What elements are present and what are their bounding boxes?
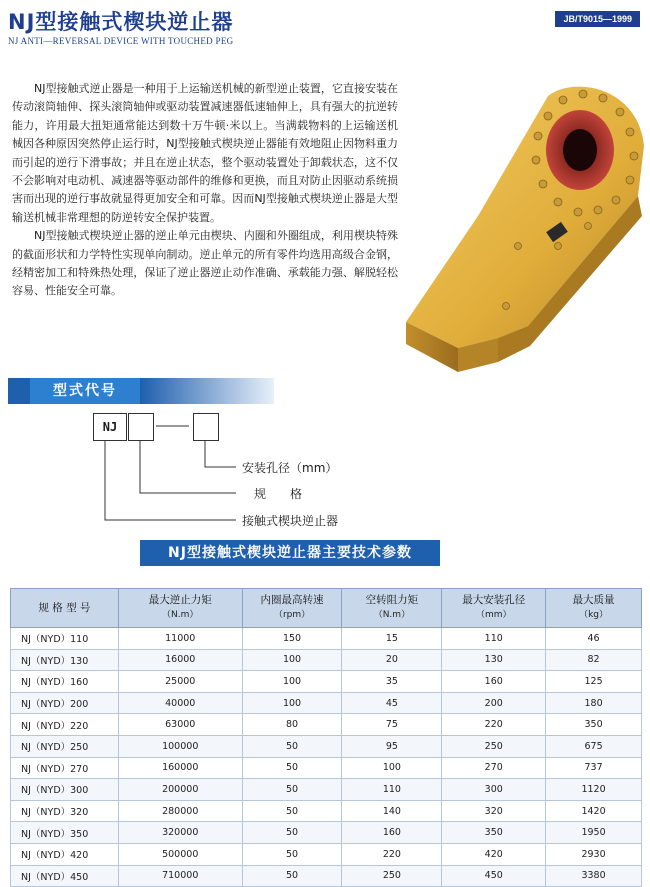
header-cell-max-speed: 内圈最高转速 （rpm） bbox=[242, 589, 342, 628]
cell-max-speed: 50 bbox=[242, 779, 342, 801]
code-prefix-box: NJ bbox=[93, 413, 127, 441]
intro-paragraph-1: NJ型接触式逆止器是一种用于上运输送机械的新型逆止装置，它直接安装在传动滚筒轴伸、探头滚筒轴伸或驱动装置减速器低速轴伸上，具有强大的抗逆转能力，许用最大扭矩通常能达到数十万牛顿·米以上。当满载物料的上运输送机械因各种原因突然停止运行时，NJ型接触式楔块逆止器能有效地阻止因物料重力而引起的逆行下滑事故；并且在逆止状态，整个驱动装置处于卸载状态，这不仅不会影响对电动机、减速器等驱动部件的维修和更换，而且对防止因驱动系统损害而出现的逆行事故就显得更加安全和可靠。因而NJ型接触式楔块逆止器是大型输送机械非常理想的防逆转安全保护装置。 bbox=[12, 82, 398, 224]
cell-max-torque: 16000 bbox=[118, 649, 242, 671]
cell-idle-torque: 140 bbox=[342, 800, 442, 822]
cell-max-mass: 180 bbox=[546, 692, 642, 714]
cell-idle-torque: 110 bbox=[342, 779, 442, 801]
spec-table-header-row bbox=[11, 589, 642, 628]
cell-max-torque: 25000 bbox=[118, 671, 242, 693]
cell-model: NJ（NYD）450 bbox=[11, 865, 119, 887]
cell-idle-torque: 100 bbox=[342, 757, 442, 779]
cell-model: NJ（NYD）200 bbox=[11, 692, 119, 714]
table-row bbox=[11, 865, 642, 887]
cell-max-bore: 270 bbox=[442, 757, 546, 779]
code-size-box bbox=[128, 413, 154, 441]
code-label-size: 规 格 bbox=[254, 487, 303, 501]
table-row bbox=[11, 735, 642, 757]
cell-max-bore: 110 bbox=[442, 628, 546, 650]
cell-max-torque: 160000 bbox=[118, 757, 242, 779]
code-label-type: 接触式楔块逆止器 bbox=[242, 514, 339, 528]
cell-model: NJ（NYD）420 bbox=[11, 843, 119, 865]
header-cell-idle-torque: 空转阻力矩 （N.m） bbox=[342, 589, 442, 628]
table-row bbox=[11, 757, 642, 779]
cell-max-mass: 82 bbox=[546, 649, 642, 671]
cell-model: NJ（NYD）270 bbox=[11, 757, 119, 779]
cell-idle-torque: 220 bbox=[342, 843, 442, 865]
cell-max-bore: 420 bbox=[442, 843, 546, 865]
cell-max-mass: 3380 bbox=[546, 865, 642, 887]
intro-paragraph-2: NJ型接触式楔块逆止器的逆止单元由楔块、内圈和外圈组成，利用楔块特殊的截面形状和力学特性实现单向制动。逆止单元的所有零件均选用高级合金钢，经精密加工和特殊热处理，保证了逆止器逆止动作准确、承载能力强、解脱轻松容易、性能安全可靠。 bbox=[12, 229, 398, 298]
cell-max-mass: 1120 bbox=[546, 779, 642, 801]
cell-max-torque: 200000 bbox=[118, 779, 242, 801]
cell-max-mass: 46 bbox=[546, 628, 642, 650]
cell-max-mass: 2930 bbox=[546, 843, 642, 865]
cell-max-torque: 63000 bbox=[118, 714, 242, 736]
cell-idle-torque: 20 bbox=[342, 649, 442, 671]
cell-max-speed: 100 bbox=[242, 671, 342, 693]
cell-idle-torque: 75 bbox=[342, 714, 442, 736]
cell-model: NJ（NYD）110 bbox=[11, 628, 119, 650]
cell-model: NJ（NYD）130 bbox=[11, 649, 119, 671]
cell-model: NJ（NYD）320 bbox=[11, 800, 119, 822]
table-row bbox=[11, 714, 642, 736]
cell-max-bore: 160 bbox=[442, 671, 546, 693]
intro-text bbox=[12, 80, 398, 301]
spec-table-title: NJ型接触式楔块逆止器主要技术参数 bbox=[140, 540, 440, 566]
table-row bbox=[11, 692, 642, 714]
cell-max-torque: 320000 bbox=[118, 822, 242, 844]
cell-idle-torque: 45 bbox=[342, 692, 442, 714]
code-label-bore: 安装孔径（mm） bbox=[242, 461, 338, 475]
cell-idle-torque: 95 bbox=[342, 735, 442, 757]
model-code-section-bar bbox=[8, 378, 274, 404]
cell-max-speed: 150 bbox=[242, 628, 342, 650]
table-row bbox=[11, 843, 642, 865]
cell-model: NJ（NYD）220 bbox=[11, 714, 119, 736]
cell-max-speed: 80 bbox=[242, 714, 342, 736]
cell-max-mass: 125 bbox=[546, 671, 642, 693]
cell-max-speed: 50 bbox=[242, 865, 342, 887]
header-cell-max-torque: 最大逆止力矩 （N.m） bbox=[118, 589, 242, 628]
cell-max-torque: 710000 bbox=[118, 865, 242, 887]
product-image bbox=[398, 76, 648, 376]
cell-model: NJ（NYD）350 bbox=[11, 822, 119, 844]
cell-max-torque: 500000 bbox=[118, 843, 242, 865]
cell-model: NJ（NYD）300 bbox=[11, 779, 119, 801]
cell-max-speed: 50 bbox=[242, 757, 342, 779]
cell-model: NJ（NYD）160 bbox=[11, 671, 119, 693]
cell-max-speed: 50 bbox=[242, 800, 342, 822]
cell-idle-torque: 250 bbox=[342, 865, 442, 887]
cell-max-bore: 300 bbox=[442, 779, 546, 801]
cell-max-bore: 450 bbox=[442, 865, 546, 887]
cell-max-bore: 350 bbox=[442, 822, 546, 844]
cell-max-mass: 675 bbox=[546, 735, 642, 757]
model-code-section-title: 型式代号 bbox=[30, 378, 140, 404]
cell-max-mass: 737 bbox=[546, 757, 642, 779]
cell-idle-torque: 35 bbox=[342, 671, 442, 693]
cell-max-speed: 50 bbox=[242, 822, 342, 844]
cell-max-mass: 1950 bbox=[546, 822, 642, 844]
cell-max-mass: 350 bbox=[546, 714, 642, 736]
cell-max-torque: 280000 bbox=[118, 800, 242, 822]
page-title: NJ型接触式楔块逆止器 bbox=[8, 10, 234, 34]
cell-max-torque: 40000 bbox=[118, 692, 242, 714]
header-cell-max-bore: 最大安装孔径 （mm） bbox=[442, 589, 546, 628]
code-bore-box bbox=[193, 413, 219, 441]
page-subtitle: NJ ANTI—REVERSAL DEVICE WITH TOUCHED PEG bbox=[8, 36, 234, 46]
table-row bbox=[11, 649, 642, 671]
cell-max-torque: 100000 bbox=[118, 735, 242, 757]
table-row bbox=[11, 800, 642, 822]
cell-max-bore: 200 bbox=[442, 692, 546, 714]
header-cell-model: 规 格 型 号 bbox=[11, 589, 119, 628]
spec-table bbox=[10, 588, 642, 887]
section-bar-fade bbox=[140, 378, 274, 404]
table-row bbox=[11, 671, 642, 693]
table-row bbox=[11, 822, 642, 844]
cell-max-speed: 50 bbox=[242, 735, 342, 757]
header-cell-max-mass: 最大质量 （kg） bbox=[546, 589, 642, 628]
cell-max-bore: 320 bbox=[442, 800, 546, 822]
table-row bbox=[11, 628, 642, 650]
cell-max-torque: 11000 bbox=[118, 628, 242, 650]
table-row bbox=[11, 779, 642, 801]
standard-badge: JB/T9015—1999 bbox=[555, 11, 640, 27]
cell-idle-torque: 15 bbox=[342, 628, 442, 650]
cell-max-mass: 1420 bbox=[546, 800, 642, 822]
cell-max-speed: 50 bbox=[242, 843, 342, 865]
cell-max-speed: 100 bbox=[242, 649, 342, 671]
cell-model: NJ（NYD）250 bbox=[11, 735, 119, 757]
cell-max-bore: 220 bbox=[442, 714, 546, 736]
cell-max-bore: 250 bbox=[442, 735, 546, 757]
cell-max-bore: 130 bbox=[442, 649, 546, 671]
cell-idle-torque: 160 bbox=[342, 822, 442, 844]
spec-table-body bbox=[11, 628, 642, 887]
cell-max-speed: 100 bbox=[242, 692, 342, 714]
